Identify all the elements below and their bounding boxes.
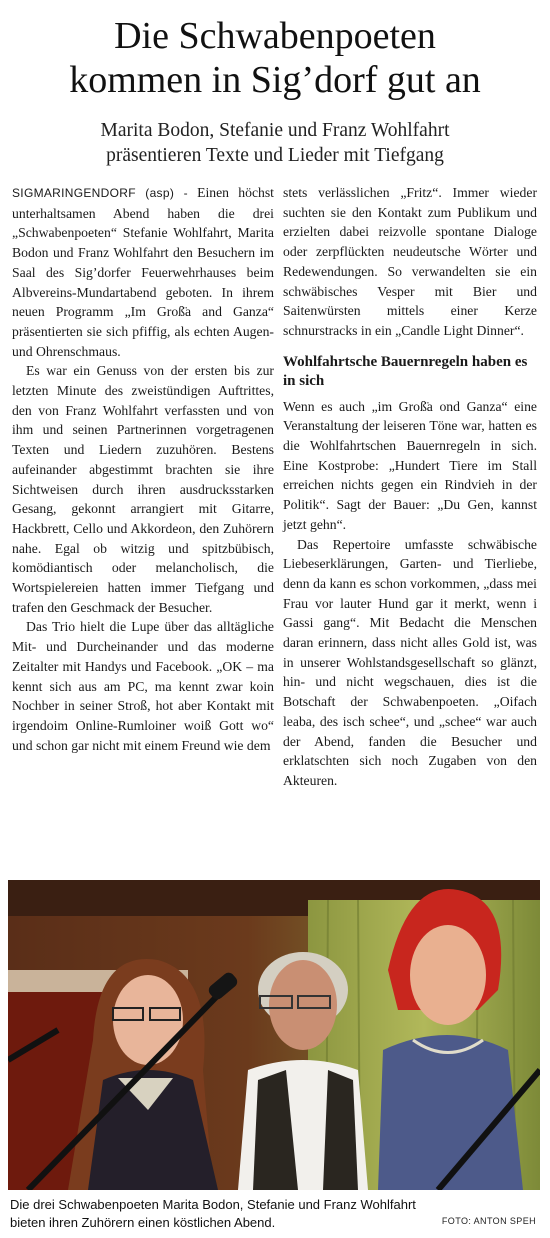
subheadline-line-2: präsentieren Texte und Lieder mit Tiefgang	[106, 145, 444, 166]
article-paragraph-2: Es war ein Genuss von der ersten bis zur letzten Minute des zweistündigen Auftrittes, den von Franz Wohlfahrt verfassten und von ihm und seinen Partnerinnen vorgetragenen Texten und Liedern zuzuhören. Bestens aufeinander abgestimmt brachten sie ihre Sichtweisen durch ihren ausdrucksstarken Gesang, gekonnt arrangiert mit Gitarre, Hackbrett, Cello und Akkordeon, den Zuhörern nahe. Egal ob witzig und spitzbübisch, komödiantisch oder melancholisch, die Wortspielereien hatten immer Tiefgang und trafen den Geschmack der Besucher.	[12, 363, 274, 615]
headline-line-2: kommen in Sig’dorf gut an	[69, 59, 481, 101]
headline-line-1: Die Schwabenpoeten	[114, 15, 436, 57]
article-paragraph-1-text: Einen höchst unterhaltsamen Abend haben die drei „Schwabenpoeten“ Stefanie Wohlfahrt, Marita Bodon und Franz Wohlfahrt den Besuchern im Saal des Sig’dorfer Feuerwehrhauses beim Albvereins-Mundartabend geboten. In ihrem neuen Programm „Im Groß̈a and Ganza“ präsentierten sie sich pfiffig, als echten Augen- und Ohrenschmaus.	[12, 185, 274, 359]
subheadline-line-1: Marita Bodon, Stefanie und Franz Wohlfahrt	[100, 120, 450, 141]
photo-illustration	[8, 880, 540, 1190]
article-column-right	[283, 183, 537, 791]
article-paragraph-1	[12, 183, 274, 361]
photo-credit: FOTO: ANTON SPEH	[441, 1216, 536, 1226]
photo-caption	[10, 1196, 540, 1232]
caption-line-1: Die drei Schwabenpoeten Marita Bodon, Stefanie und Franz Wohlfahrt	[10, 1197, 416, 1212]
article-paragraph-3: Das Trio hielt die Lupe über das alltägliche Mit- und Durcheinander und das moderne Zeitalter mit Handys und Facebook. „OK – ma kennt sich aus am PC, ma kennt zwar koin Nochber in seiner Stroß, hot aber Kontakt mit irgendoim Online-Rumloiner woiß Gott wo“ und schon gar nicht mit einem Freund wie dem	[12, 619, 274, 753]
section-heading: Wohlfahrtsche Bauernregeln haben es in sich	[283, 353, 528, 389]
article-photo	[8, 880, 540, 1190]
article-column-left	[12, 183, 274, 755]
article-paragraph-4: stets verlässlichen „Fritz“. Immer wieder suchten sie den Kontakt zum Publikum und erzielten dabei reizvolle spontane Dialoge oder zerpflückten neudeutsche Wörter und Redewendungen. So verwandelten sie ein schwäbisches Vesper mit Bier und Saitenwürsten mittels einer Kerze schnurstracks in ein „Candle Light Dinner“.	[283, 185, 537, 338]
caption-line-2: bieten ihren Zuhörern einen köstlichen Abend.	[10, 1215, 276, 1230]
article-paragraph-6: Das Repertoire umfasste schwäbische Liebeserklärungen, Garten- und Tierliebe, denn da kann es schon vorkommen, „dass mei Frau vor lauter Hund gar it merkt, wenn i Gassi gang“. Mit Bedacht die Menschen daran erinnern, dass nicht alles Gold ist, was in unserer Wohlstandsgesellschaft so glänzt, hin- und nicht wegschauen, dies ist die Botschaft der Schwabenpoeten. „Oifach leaba, des isch schee“, und „schee“ war auch der Abend, fanden die Besucher und erklatschten sich noch Zugaben von den Akteuren.	[283, 536, 537, 788]
headline	[0, 14, 550, 102]
subheadline	[0, 118, 550, 168]
dateline: SIGMARINGENDORF (asp) -	[12, 186, 188, 200]
article-paragraph-5: Wenn es auch „im Groß̈a ond Ganza“ eine Veranstaltung der leiseren Töne war, hatten es die Wohlfahrtschen Bauernregeln in sich. Eine Kostprobe: „Hundert Tiere im Stall erreichen nichts gegen ein Rindvieh in der Politik“. Sagt der Bauer: „Du Gen, kannst jetzt gehn“.	[283, 398, 537, 532]
